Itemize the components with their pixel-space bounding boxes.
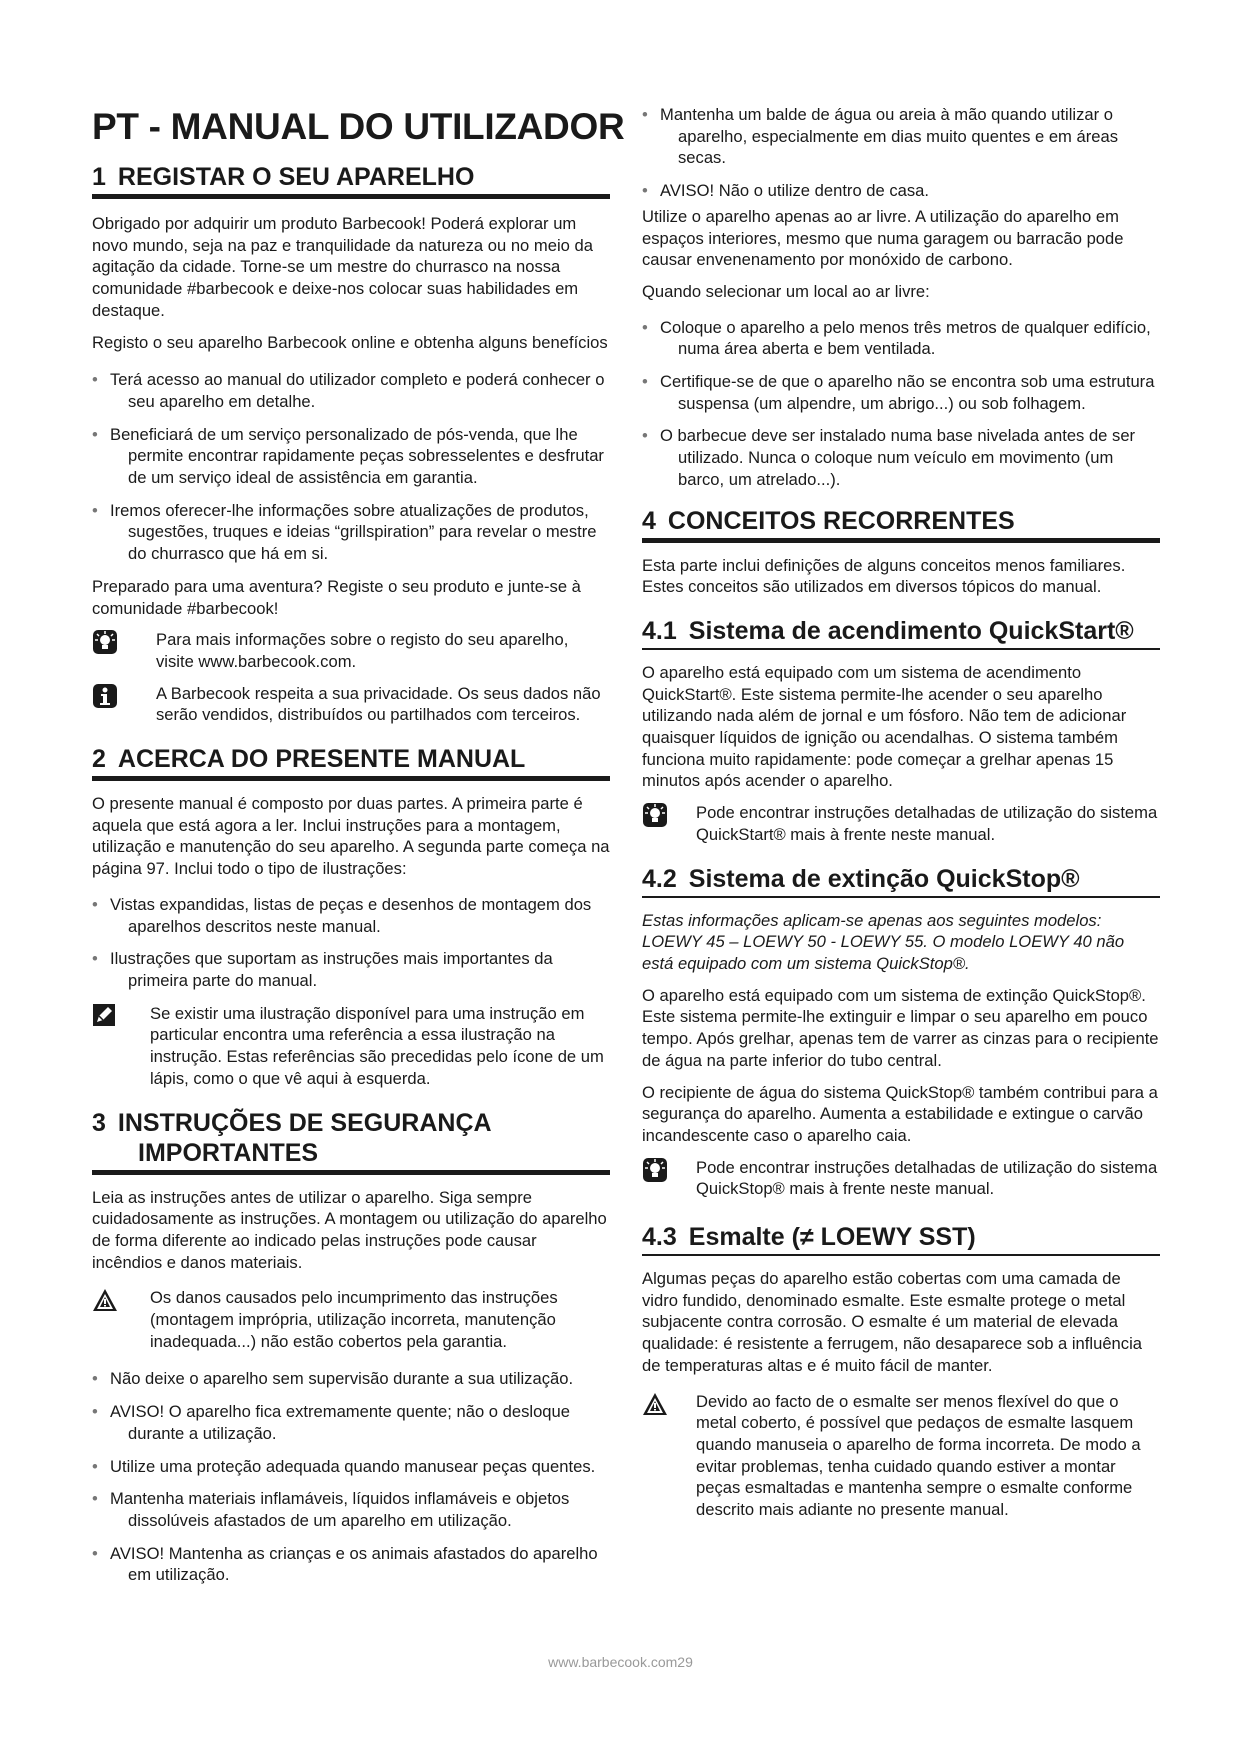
list-item: • Iremos oferecer-lhe informações sobre atualizações de produtos, sugestões, truques e ideias “grillspiration” para revelar o mestre do churrasco que há em si. [92,500,610,565]
paragraph: O aparelho está equipado com um sistema de acendimento QuickStart®. Este sistema permite-lhe acender o seu aparelho utilizando nada além de jornal e um fósforo. Não tem de adicionar quaisquer líquidos de ignição ou acendalhas. O sistema também funciona muito rapidamente: pode começar a grelhar apenas 15 minutos após acender o aparelho. [642,662,1127,791]
list-item: • Terá acesso ao manual do utilizador completo e poderá conhecer o seu aparelho em detalhe. [92,369,610,412]
page-footer: www.barbecook.com29 [548,1654,693,1670]
bullet-list [642,317,1160,491]
lightbulb-icon [642,802,668,828]
pencil-note [92,1003,610,1090]
section-4-2-heading [642,864,1160,898]
warning-note [642,1391,1160,1521]
section-number: 3 [92,1108,106,1137]
pencil-note-text: Se existir uma ilustração disponível para uma instrução em particular encontra uma referência a essa ilustração na instrução. Estas referências são precedidas pelo ícone de um lápis, como o que vê aqui à esquerda. [150,1003,604,1088]
section-4-1-heading [642,616,1160,650]
section-4-3-heading [642,1222,1160,1256]
list-item: • Não deixe o aparelho sem supervisão durante a sua utilização. [92,1368,610,1390]
bullet-list [92,369,610,565]
tip-text: Para mais informações sobre o registo do seu aparelho, visite www.barbecook.com. [156,630,569,671]
section-3-heading [92,1108,610,1175]
warning-icon [642,1391,668,1417]
tip-note [642,1157,1160,1200]
right-column [642,0,1160,1531]
list-item: • Beneficiará de um serviço personalizado de pós-venda, que lhe permite encontrar rapidamente peças sobresselentes e desfrutar de um serviço ideal de assistência em garantia. [92,424,610,489]
paragraph: Leia as instruções antes de utilizar o aparelho. Siga sempre cuidadosamente as instruções. A montagem ou utilização do aparelho de forma diferente ao indicado pelas instruções pode causar incêndios e danos materiais. [92,1187,607,1272]
list-item: • Vistas expandidas, listas de peças e desenhos de montagem dos aparelhos descritos neste manual. [92,894,610,937]
paragraph: Utilize o aparelho apenas ao ar livre. A utilização do aparelho em espaços interiores, mesmo que numa garagem ou barracão pode causar envenenamento por monóxido de carbono. [642,206,1124,270]
section-title: Esmalte (≠ LOEWY SST) [688,1223,976,1252]
list-item: • Ilustrações que suportam as instruções mais importantes da primeira parte do manual. [92,948,610,991]
italic-note: Estas informações aplicam-se apenas aos seguintes modelos: LOEWY 45 – LOEWY 50 - LOEWY 55. O modelo LOEWY 40 não está equipado com um sistema QuickStop®. [642,910,1125,973]
list-item: • Mantenha materiais inflamáveis, líquidos inflamáveis e objetos dissolúveis afastados de um aparelho em utilização. [92,1488,610,1531]
info-note [92,683,610,726]
bullet-list [642,104,1160,202]
paragraph: O aparelho está equipado com um sistema de extinção QuickStop®. Este sistema permite-lhe extinguir e limpar o seu aparelho em pouco tempo. Após grelhar, apenas tem de varrer as cinzas para o recipiente de água na parte inferior do tubo central. [642,985,1159,1070]
section-number: 4.3 [642,1223,677,1252]
section-1-heading [92,162,610,199]
list-item: • AVISO! Mantenha as crianças e os animais afastados do aparelho em utilização. [92,1543,610,1586]
section-number: 4.1 [642,616,677,645]
paragraph: Preparado para uma aventura? Registe o seu produto e junte-se à comunidade #barbecook! [92,576,581,618]
info-text: A Barbecook respeita a sua privacidade. Os seus dados não serão vendidos, distribuídos ou partilhados com terceiros. [156,683,601,725]
warning-note [92,1287,610,1352]
section-4-heading [642,506,1160,543]
left-column [92,0,610,1597]
section-title: CONCEITOS RECORRENTES [667,506,1015,535]
tip-text: Pode encontrar instruções detalhadas de utilização do sistema QuickStart® mais à frente neste manual. [696,803,1158,844]
section-number: 2 [92,745,106,774]
section-number: 1 [92,163,106,191]
warning-icon [92,1287,118,1313]
section-title: INSTRUÇÕES DE SEGURANÇA [117,1108,492,1137]
section-title: Sistema de acendimento QuickStart® [688,616,1134,645]
list-item: • Certifique-se de que o aparelho não se encontra sob uma estrutura suspensa (um alpendre, um abrigo...) ou sob folhagem. [642,371,1160,414]
tip-text: Pode encontrar instruções detalhadas de utilização do sistema QuickStop® mais à frente neste manual. [696,1157,1158,1199]
section-2-heading [92,744,610,781]
list-item: • O barbecue deve ser instalado numa base nivelada antes de ser utilizado. Nunca o coloque num veículo em movimento (um barco, um atrelado...). [642,425,1160,490]
paragraph: O recipiente de água do sistema QuickStop® também contribui para a segurança do aparelho. Aumenta a estabilidade e extingue o carvão incandescente caso o aparelho caia. [642,1082,1158,1145]
section-title: ACERCA DO PRESENTE MANUAL [117,745,526,774]
section-number: 4 [642,506,656,535]
warning-text: Devido ao facto de o esmalte ser menos flexível do que o metal coberto, é possível que pedaços de esmalte lasquem quando manuseia o aparelho de forma incorreta. De modo a evitar problemas, tenha cuidado quando estiver a montar peças esmaltadas e mantenha sempre o esmalte conforme descrito mais adiante no presente manual. [696,1391,1141,1520]
list-item: • Utilize uma proteção adequada quando manusear peças quentes. [92,1456,610,1478]
paragraph: Quando selecionar um local ao ar livre: [642,281,930,301]
bullet-list [92,894,610,992]
paragraph: O presente manual é composto por duas partes. A primeira parte é aquela que está agora a ler. Inclui instruções para a montagem, utilização e manutenção do seu aparelho. A segunda parte começa na página 97. Inclui todo o tipo de ilustrações: [92,794,610,879]
list-item: • AVISO! O aparelho fica extremamente quente; não o desloque durante a utilização. [92,1401,610,1444]
section-number: 4.2 [642,864,677,893]
pencil-icon [92,1003,118,1029]
bullet-list [92,1368,610,1586]
tip-note [642,802,1160,845]
lightbulb-icon [642,1157,668,1183]
paragraph: Obrigado por adquirir um produto Barbecook! Poderá explorar um novo mundo, seja na paz e tranquilidade da natureza ou no meio da agitação da cidade. Torne-se um mestre do churrasco na nossa comunidade #barbecook e deixe-nos colocar suas habilidades em destaque. [92,214,593,320]
paragraph: Registo o seu aparelho Barbecook online e obtenha alguns benefícios [92,332,608,352]
info-icon [92,683,118,709]
section-title: REGISTAR O SEU APARELHO [117,163,475,191]
section-title: Sistema de extinção QuickStop® [688,864,1080,893]
section-title-continued: IMPORTANTES [138,1138,319,1167]
paragraph: Algumas peças do aparelho estão cobertas com uma camada de vidro fundido, denominado esmalte. Este esmalte protege o metal subjacente contra corrosão. O esmalte é um material de elevada qualidade: é resistente a ferrugem, não desaparece sob a influência de temperaturas altas e é muito fácil de manter. [642,1269,1142,1375]
paragraph: Esta parte inclui definições de alguns conceitos menos familiares. Estes conceitos são utilizados em diversos tópicos do manual. [642,555,1126,597]
tip-note [92,629,610,672]
list-item: • AVISO! Não o utilize dentro de casa. [642,180,1160,202]
warning-text: Os danos causados pelo incumprimento das instruções (montagem imprópria, utilização incorreta, manutenção inadequada...) não estão cobertos pela garantia. [150,1288,558,1351]
list-item: • Coloque o aparelho a pelo menos três metros de qualquer edifício, numa área aberta e bem ventilada. [642,317,1160,360]
list-item: • Mantenha um balde de água ou areia à mão quando utilizar o aparelho, especialmente em dias muito quentes e em áreas secas. [642,104,1160,169]
page-title: PT - MANUAL DO UTILIZADOR [92,106,625,147]
lightbulb-icon [92,629,118,655]
